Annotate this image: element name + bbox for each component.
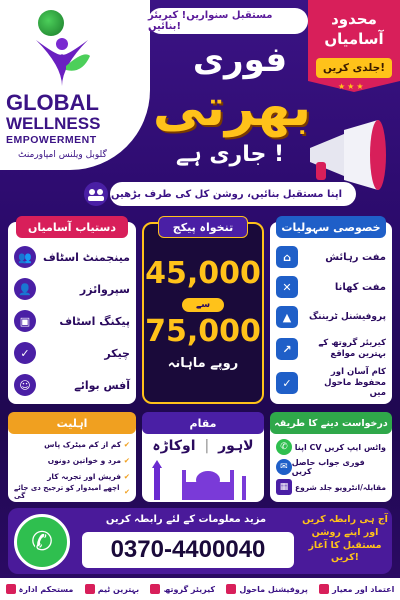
footer-item: کیریئر گروتھ — [150, 584, 215, 594]
salary-title: تنخواہ پیکج — [158, 216, 248, 238]
salary-panel — [142, 222, 264, 404]
list-item: 👥 مینجمنٹ اسٹاف — [14, 244, 130, 270]
footer-item: مستحکم ادارہ — [6, 584, 74, 594]
logo-name-global: GLOBAL — [6, 90, 99, 115]
apply-panel — [270, 412, 392, 502]
checklist-icon: ✓ — [14, 342, 36, 364]
badge-icon — [319, 584, 329, 594]
box-icon: ▣ — [14, 310, 36, 332]
positions-title: دستیاب آسامیاں — [16, 216, 128, 238]
logo-name-urdu: گلوبل ویلنس امپاورمنٹ — [18, 150, 107, 160]
list-item: اچھے امیدوار کو ترجیح دی جائے گی ✔ — [14, 484, 130, 500]
salary-separator: سے — [182, 298, 224, 312]
limited-line1: محدود — [331, 10, 377, 28]
person-icon: ☺ — [14, 374, 36, 396]
team-icon: 👥 — [14, 246, 36, 268]
check-icon: ✔ — [123, 439, 130, 449]
footer-item: پروفیشنل ماحول — [226, 584, 307, 594]
city-lahore: لاہور — [218, 438, 254, 454]
whatsapp-icon[interactable]: ✆ — [14, 514, 70, 570]
growth-icon — [150, 584, 160, 594]
footer-item: بہترین ٹیم — [85, 584, 139, 594]
graduation-cap-icon: ▲ — [276, 306, 298, 328]
eligibility-title: اہلیت — [8, 412, 136, 434]
positions-panel — [8, 222, 136, 404]
logo-name-wellness: WELLNESS — [6, 114, 101, 133]
megaphone-icon — [300, 120, 392, 190]
person-logo-icon — [32, 36, 92, 88]
apply-title: درخواست دینے کا طریقہ — [270, 412, 392, 434]
limited-line2: آسامیاں — [324, 30, 384, 48]
globe-icon — [38, 10, 64, 36]
footer-item: اعتماد اور معیار — [319, 584, 394, 594]
list-item: 👤 سپروائزر — [14, 276, 130, 302]
facilities-panel — [270, 222, 392, 404]
briefcase-icon — [226, 584, 236, 594]
calendar-icon: ▦ — [276, 479, 292, 495]
headline-ongoing: جاری ہے ! — [175, 142, 285, 167]
list-item: ✓ کام آسان اور محفوظ ماحول میں — [276, 368, 386, 398]
list-item: ✉ فوری جواب حاصل کریں — [276, 458, 386, 476]
list-item: ▦ مقابلہ/انٹرویو جلد شروع — [276, 478, 386, 496]
growth-chart-icon: ↗ — [276, 338, 298, 360]
whatsapp-icon: ✆ — [276, 439, 292, 455]
contact-today-text: آج ہی رابطہ کریں اور اپنے روشن مستقبل کا آغاز کریں! — [302, 514, 388, 564]
logo-name-empowerment: EMPOWERMENT — [6, 134, 97, 146]
supervisor-icon: 👤 — [14, 278, 36, 300]
house-icon: ⌂ — [276, 246, 298, 268]
headline-instant: فوری — [192, 40, 288, 80]
phone-number[interactable]: 0370-4400040 — [82, 532, 294, 568]
salary-min: 45,000 — [145, 256, 261, 291]
star-icons: ★★★ — [338, 82, 366, 91]
future-banner: اپنا مستقبل بنائیں، روشن کل کی طرف بڑھیں — [110, 182, 356, 206]
list-item: مرد و خواتین دونوں ✔ — [47, 455, 130, 465]
headline-recruitment: بھرتی — [152, 78, 312, 138]
list-item: ✓ چیکر — [14, 340, 130, 366]
check-icon: ✔ — [123, 455, 130, 465]
location-title: مقام — [142, 412, 264, 434]
city-list: اوکاڑہ | لاہور — [152, 438, 254, 454]
team-icon — [85, 584, 95, 594]
list-item: ▣ پیکنگ اسٹاف — [14, 308, 130, 334]
eligibility-panel — [8, 412, 136, 502]
list-item: ✕ مفت کھانا — [276, 274, 386, 300]
list-item: ↗ کیریئر گروتھ کے بہترین مواقع — [276, 334, 386, 364]
list-item: کم از کم میٹرک پاس ✔ — [44, 439, 130, 449]
footer-strip — [0, 578, 400, 600]
facilities-title: خصوصی سہولیات — [276, 216, 386, 238]
check-icon: ✔ — [124, 488, 130, 496]
top-banner: مستقبل سنواریں! کیریئر بنائیں! — [148, 8, 308, 34]
check-icon: ✔ — [123, 471, 130, 481]
landmark-skyline-icon — [146, 460, 260, 500]
list-item: ⌂ مفت رہائش — [276, 244, 386, 270]
utensils-icon: ✕ — [276, 276, 298, 298]
list-item: ✆ اپنا CV واٹس ایپ کریں — [276, 438, 386, 456]
shield-icon: ✓ — [276, 372, 298, 394]
city-okara: اوکاڑہ — [152, 438, 196, 454]
contact-title: مزید معلومات کے لئے رابطہ کریں — [105, 514, 267, 525]
hurry-badge: جلدی کریں! — [316, 58, 392, 78]
bank-icon — [6, 584, 16, 594]
group-icon — [84, 182, 108, 206]
list-item: ▲ پروفیشنل ٹریننگ — [276, 304, 386, 330]
location-panel — [142, 412, 264, 502]
list-item: ☺ آفس بوائے — [14, 372, 130, 398]
salary-max: 75,000 — [145, 314, 261, 349]
list-item: فریش اور تجربہ کار ✔ — [47, 471, 130, 481]
salary-unit: روپے ماہانہ — [167, 356, 239, 371]
message-icon: ✉ — [276, 459, 292, 475]
